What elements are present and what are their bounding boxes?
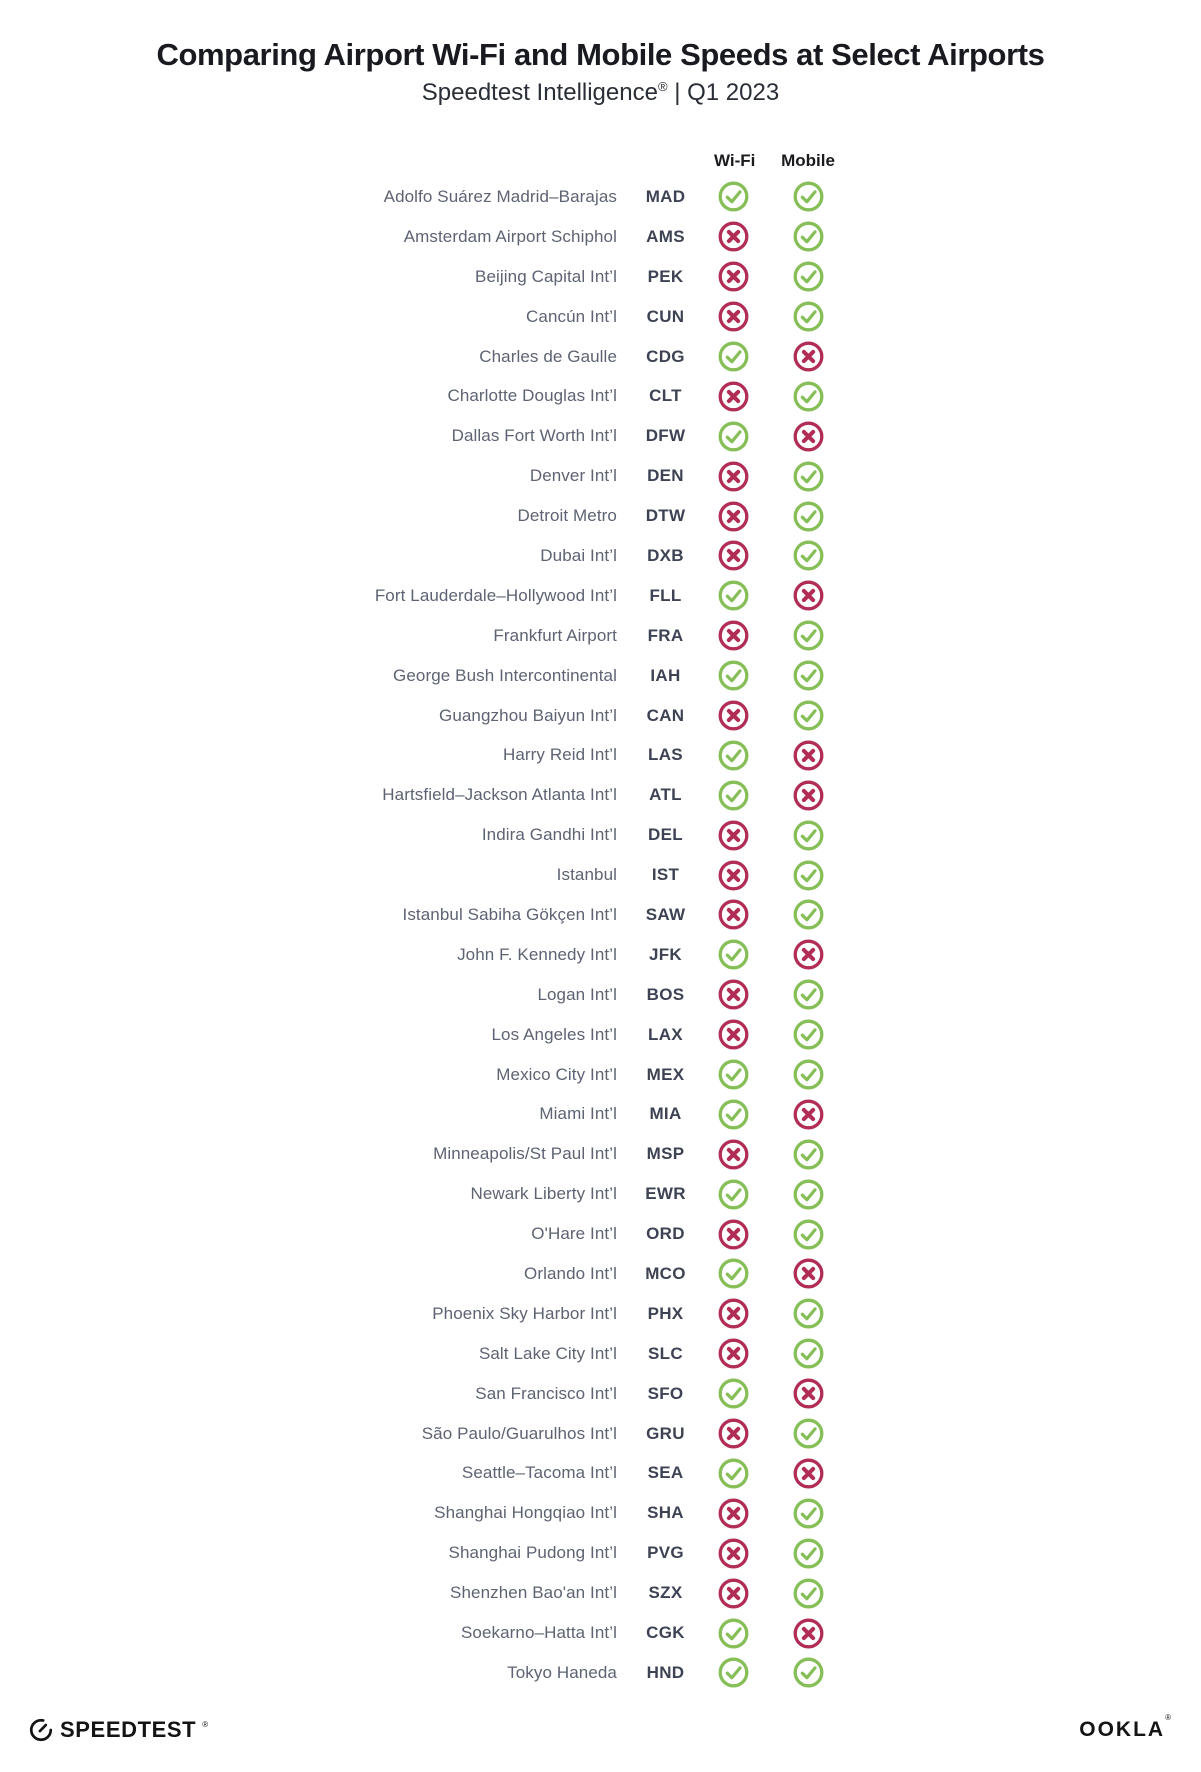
x-circle-icon	[793, 1458, 824, 1489]
mobile-status	[752, 740, 864, 771]
wifi-status	[714, 899, 752, 930]
wifi-status	[714, 939, 752, 970]
airport-name: O'Hare Int’l	[531, 1224, 617, 1244]
x-circle-icon	[718, 540, 749, 571]
wifi-status	[714, 820, 752, 851]
airport-code: SZX	[648, 1583, 683, 1603]
wifi-status	[714, 1019, 752, 1050]
check-circle-icon	[793, 261, 824, 292]
airport-row	[100, 656, 864, 696]
check-circle-icon	[793, 1139, 824, 1170]
airport-row	[100, 496, 864, 536]
mobile-status	[752, 860, 864, 891]
airport-row	[100, 975, 864, 1015]
airport-code: PHX	[647, 1303, 684, 1323]
wifi-status	[714, 1298, 752, 1329]
x-circle-icon	[718, 1418, 749, 1449]
airport-code: IST	[651, 865, 680, 885]
mobile-status	[752, 660, 864, 691]
airport-code: DFW	[645, 426, 686, 446]
ookla-logo	[1079, 1713, 1171, 1741]
mobile-status	[752, 1059, 864, 1090]
airport-code: CAN	[646, 705, 685, 725]
column-headers	[100, 148, 864, 174]
mobile-status	[752, 1298, 864, 1329]
wifi-status	[714, 1338, 752, 1369]
speedtest-logo	[28, 1717, 208, 1743]
airport-name: Hartsfield–Jackson Atlanta Int’l	[382, 785, 617, 805]
subtitle-text: Speedtest Intelligence	[421, 79, 658, 106]
airport-row	[100, 1493, 864, 1533]
airport-name: Istanbul Sabiha Gökçen Int’l	[402, 904, 617, 924]
airport-code: FRA	[647, 625, 684, 645]
mobile-status	[752, 1099, 864, 1130]
mobile-status	[752, 620, 864, 651]
check-circle-icon	[718, 421, 749, 452]
check-circle-icon	[718, 1657, 749, 1688]
airport-code: DTW	[645, 506, 686, 526]
airport-row	[100, 1134, 864, 1174]
check-circle-icon	[718, 740, 749, 771]
mobile-status	[752, 221, 864, 252]
airport-code: CLT	[649, 386, 682, 406]
airport-row	[100, 1533, 864, 1573]
airport-row	[100, 815, 864, 855]
x-circle-icon	[718, 501, 749, 532]
mobile-status	[752, 501, 864, 532]
check-circle-icon	[718, 1059, 749, 1090]
airport-name: Charlotte Douglas Int’l	[447, 386, 617, 406]
airport-code: ATL	[649, 785, 682, 805]
mobile-status	[752, 1538, 864, 1569]
mobile-status	[752, 580, 864, 611]
airport-name: Indira Gandhi Int’l	[481, 825, 617, 845]
airport-code: SLC	[648, 1343, 683, 1363]
airport-row	[100, 1294, 864, 1334]
airport-name: John F. Kennedy Int’l	[457, 944, 617, 964]
check-circle-icon	[793, 181, 824, 212]
airport-table	[100, 177, 864, 1693]
wifi-status	[714, 620, 752, 651]
airport-code: SFO	[647, 1383, 684, 1403]
x-circle-icon	[718, 820, 749, 851]
wifi-status	[714, 1458, 752, 1489]
airport-code: ORD	[646, 1224, 685, 1244]
airport-row	[100, 1334, 864, 1374]
airport-code: DEL	[648, 825, 683, 845]
mobile-status	[752, 780, 864, 811]
x-circle-icon	[793, 1258, 824, 1289]
check-circle-icon	[793, 501, 824, 532]
check-circle-icon	[793, 1059, 824, 1090]
airport-code: MIA	[649, 1104, 682, 1124]
check-circle-icon	[718, 580, 749, 611]
airport-row	[100, 935, 864, 975]
airport-name: Tokyo Haneda	[507, 1662, 617, 1682]
wifi-status	[714, 1139, 752, 1170]
check-circle-icon	[793, 899, 824, 930]
airport-row	[100, 177, 864, 217]
check-circle-icon	[793, 1019, 824, 1050]
wifi-status	[714, 860, 752, 891]
airport-name: Los Angeles Int’l	[491, 1024, 617, 1044]
x-circle-icon	[793, 1378, 824, 1409]
airport-row	[100, 1015, 864, 1055]
check-circle-icon	[718, 1258, 749, 1289]
check-circle-icon	[793, 979, 824, 1010]
airport-row	[100, 1214, 864, 1254]
airport-code: SAW	[645, 904, 686, 924]
title-block	[0, 36, 1201, 108]
airport-row	[100, 337, 864, 377]
check-circle-icon	[718, 1458, 749, 1489]
airport-name: Denver Int’l	[529, 466, 617, 486]
check-circle-icon	[718, 780, 749, 811]
airport-code: CDG	[646, 346, 685, 366]
check-circle-icon	[793, 461, 824, 492]
wifi-status	[714, 261, 752, 292]
airport-code: SHA	[647, 1503, 684, 1523]
airport-row	[100, 735, 864, 775]
wifi-status	[714, 301, 752, 332]
airport-name: Shanghai Pudong Int’l	[448, 1543, 617, 1563]
airport-name: Logan Int’l	[537, 984, 617, 1004]
airport-row	[100, 1653, 864, 1693]
mobile-status	[752, 899, 864, 930]
wifi-status	[714, 1578, 752, 1609]
check-circle-icon	[793, 1538, 824, 1569]
subtitle-period: | Q1 2023	[667, 79, 780, 106]
airport-code: BOS	[646, 984, 685, 1004]
airport-name: Guangzhou Baiyun Int’l	[439, 705, 617, 725]
airport-name: Detroit Metro	[517, 506, 617, 526]
mobile-status	[752, 461, 864, 492]
registered-mark: ®	[657, 79, 668, 94]
check-circle-icon	[793, 1298, 824, 1329]
page-title: Comparing Airport Wi-Fi and Mobile Speeds at Select Airports	[156, 37, 1045, 72]
x-circle-icon	[718, 461, 749, 492]
airport-name: Adolfo Suárez Madrid–Barajas	[383, 186, 617, 206]
check-circle-icon	[793, 540, 824, 571]
airport-name: Dubai Int’l	[540, 545, 617, 565]
wifi-status	[714, 1498, 752, 1529]
check-circle-icon	[718, 939, 749, 970]
airport-row	[100, 775, 864, 815]
x-circle-icon	[718, 860, 749, 891]
airport-code: SEA	[647, 1463, 684, 1483]
airport-row	[100, 696, 864, 736]
wifi-status	[714, 381, 752, 412]
airport-code: HND	[646, 1662, 685, 1682]
x-circle-icon	[718, 899, 749, 930]
mobile-status	[752, 1498, 864, 1529]
airport-name: Cancún Int’l	[526, 306, 617, 326]
wifi-status	[714, 421, 752, 452]
wifi-status	[714, 501, 752, 532]
airport-name: Miami Int’l	[539, 1104, 617, 1124]
wifi-status	[714, 540, 752, 571]
airport-code: DXB	[647, 545, 684, 565]
ookla-registered-mark: ®	[1165, 1713, 1171, 1722]
airport-code: LAX	[648, 1024, 683, 1044]
page-subtitle	[0, 78, 1201, 108]
mobile-status	[752, 979, 864, 1010]
mobile-status	[752, 1618, 864, 1649]
airport-name: Mexico City Int’l	[496, 1064, 617, 1084]
mobile-status	[752, 1418, 864, 1449]
check-circle-icon	[793, 820, 824, 851]
airport-row	[100, 536, 864, 576]
check-circle-icon	[793, 381, 824, 412]
airport-name: Soekarno–Hatta Int’l	[460, 1623, 617, 1642]
check-circle-icon	[793, 660, 824, 691]
x-circle-icon	[718, 1578, 749, 1609]
x-circle-icon	[793, 1618, 824, 1649]
airport-name: Newark Liberty Int’l	[470, 1184, 617, 1204]
airport-row	[100, 456, 864, 496]
check-circle-icon	[793, 700, 824, 731]
airport-code: EWR	[645, 1184, 686, 1204]
wifi-status	[714, 1538, 752, 1569]
airport-row	[100, 1254, 864, 1294]
wifi-status	[714, 1179, 752, 1210]
wifi-status	[714, 700, 752, 731]
wifi-status	[714, 1418, 752, 1449]
wifi-status	[714, 341, 752, 372]
mobile-status	[752, 261, 864, 292]
airport-row	[100, 297, 864, 337]
airport-row	[100, 895, 864, 935]
speedtest-gauge-icon	[28, 1717, 54, 1743]
airport-row	[100, 1454, 864, 1494]
mobile-status	[752, 1179, 864, 1210]
mobile-status	[752, 1019, 864, 1050]
airport-name: Orlando Int’l	[524, 1263, 617, 1283]
airport-row	[100, 376, 864, 416]
x-circle-icon	[718, 700, 749, 731]
wifi-column-header: Wi-Fi	[714, 151, 756, 170]
mobile-status	[752, 820, 864, 851]
check-circle-icon	[718, 1099, 749, 1130]
mobile-status	[752, 1378, 864, 1409]
check-circle-icon	[793, 1578, 824, 1609]
mobile-status	[752, 700, 864, 731]
mobile-status	[752, 1338, 864, 1369]
check-circle-icon	[718, 181, 749, 212]
wifi-status	[714, 1378, 752, 1409]
wifi-status	[714, 221, 752, 252]
x-circle-icon	[718, 1019, 749, 1050]
airport-code: CGK	[646, 1623, 685, 1642]
mobile-status	[752, 939, 864, 970]
check-circle-icon	[718, 1378, 749, 1409]
airport-name: Phoenix Sky Harbor Int’l	[432, 1303, 617, 1323]
speedtest-wordmark: SPEEDTEST	[60, 1717, 197, 1742]
airport-row	[100, 1573, 864, 1613]
airport-name: Frankfurt Airport	[493, 625, 617, 645]
mobile-status	[752, 301, 864, 332]
check-circle-icon	[793, 860, 824, 891]
x-circle-icon	[718, 1139, 749, 1170]
check-circle-icon	[793, 620, 824, 651]
airport-row	[100, 616, 864, 656]
airport-row	[100, 217, 864, 257]
wifi-status	[714, 780, 752, 811]
check-circle-icon	[793, 1219, 824, 1250]
airport-name: Fort Lauderdale–Hollywood Int’l	[374, 585, 617, 605]
speedtest-registered-mark: ®	[202, 1719, 209, 1729]
x-circle-icon	[718, 1338, 749, 1369]
x-circle-icon	[718, 1219, 749, 1250]
wifi-status	[714, 461, 752, 492]
airport-name: Shanghai Hongqiao Int’l	[434, 1503, 617, 1523]
check-circle-icon	[793, 1418, 824, 1449]
airport-code: CUN	[646, 306, 685, 326]
x-circle-icon	[718, 221, 749, 252]
airport-code: PVG	[647, 1543, 684, 1563]
airport-name: Harry Reid Int’l	[502, 745, 617, 765]
check-circle-icon	[718, 1618, 749, 1649]
airport-name: Minneapolis/St Paul Int’l	[433, 1144, 617, 1164]
x-circle-icon	[793, 421, 824, 452]
wifi-status	[714, 1657, 752, 1688]
airport-code: MEX	[646, 1064, 685, 1084]
mobile-status	[752, 181, 864, 212]
x-circle-icon	[718, 979, 749, 1010]
airport-code: MAD	[645, 186, 686, 206]
airport-name: George Bush Intercontinental	[393, 665, 617, 685]
mobile-status	[752, 1139, 864, 1170]
wifi-status	[714, 181, 752, 212]
footer	[28, 1705, 1171, 1755]
x-circle-icon	[793, 1099, 824, 1130]
airport-name: Istanbul	[556, 865, 617, 885]
mobile-status	[752, 421, 864, 452]
wifi-status	[714, 660, 752, 691]
airport-name: Charles de Gaulle	[479, 346, 617, 366]
x-circle-icon	[793, 341, 824, 372]
mobile-status	[752, 1258, 864, 1289]
airport-name: Salt Lake City Int’l	[478, 1343, 617, 1363]
airport-code: LAS	[648, 745, 683, 765]
wifi-status	[714, 580, 752, 611]
mobile-status	[752, 540, 864, 571]
x-circle-icon	[718, 1498, 749, 1529]
airport-name: Amsterdam Airport Schiphol	[403, 226, 617, 246]
mobile-status	[752, 1458, 864, 1489]
wifi-status	[714, 979, 752, 1010]
check-circle-icon	[793, 221, 824, 252]
x-circle-icon	[718, 261, 749, 292]
airport-code: AMS	[646, 226, 685, 246]
wifi-status	[714, 740, 752, 771]
airport-row	[100, 1414, 864, 1454]
airport-name: Shenzhen Bao'an Int’l	[450, 1583, 617, 1603]
x-circle-icon	[718, 1538, 749, 1569]
airport-row	[100, 855, 864, 895]
wifi-status	[714, 1059, 752, 1090]
check-circle-icon	[718, 1179, 749, 1210]
airport-name: Seattle–Tacoma Int’l	[461, 1463, 617, 1483]
mobile-status	[752, 1578, 864, 1609]
airport-row	[100, 416, 864, 456]
x-circle-icon	[793, 939, 824, 970]
check-circle-icon	[793, 1657, 824, 1688]
airport-row	[100, 1094, 864, 1134]
wifi-status	[714, 1258, 752, 1289]
airport-code: FLL	[649, 585, 682, 605]
x-circle-icon	[718, 381, 749, 412]
airport-code: PEK	[647, 266, 684, 286]
check-circle-icon	[718, 660, 749, 691]
x-circle-icon	[793, 580, 824, 611]
airport-name: São Paulo/Guarulhos Int’l	[421, 1423, 617, 1443]
airport-code: MSP	[646, 1144, 685, 1164]
airport-row	[100, 1374, 864, 1414]
x-circle-icon	[793, 740, 824, 771]
check-circle-icon	[718, 341, 749, 372]
airport-row	[100, 1613, 864, 1653]
airport-code: JFK	[648, 944, 683, 964]
airport-name: Dallas Fort Worth Int’l	[451, 426, 617, 446]
wifi-status	[714, 1219, 752, 1250]
airport-name: San Francisco Int’l	[475, 1383, 617, 1403]
wifi-status	[714, 1099, 752, 1130]
check-circle-icon	[793, 1498, 824, 1529]
mobile-status	[752, 1657, 864, 1688]
airport-code: DEN	[647, 466, 684, 486]
mobile-status	[752, 381, 864, 412]
check-circle-icon	[793, 1338, 824, 1369]
x-circle-icon	[793, 780, 824, 811]
mobile-status	[752, 341, 864, 372]
airport-row	[100, 576, 864, 616]
airport-code: GRU	[646, 1423, 685, 1443]
airport-code: MCO	[645, 1263, 686, 1283]
mobile-status	[752, 1219, 864, 1250]
check-circle-icon	[793, 301, 824, 332]
airport-row	[100, 257, 864, 297]
ookla-wordmark: OOKLA	[1079, 1718, 1166, 1741]
x-circle-icon	[718, 301, 749, 332]
mobile-column-header: Mobile	[781, 151, 835, 170]
x-circle-icon	[718, 1298, 749, 1329]
airport-row	[100, 1055, 864, 1095]
check-circle-icon	[793, 1179, 824, 1210]
airport-name: Beijing Capital Int’l	[475, 266, 617, 286]
airport-code: IAH	[650, 665, 681, 685]
x-circle-icon	[718, 620, 749, 651]
wifi-status	[714, 1618, 752, 1649]
airport-row	[100, 1174, 864, 1214]
